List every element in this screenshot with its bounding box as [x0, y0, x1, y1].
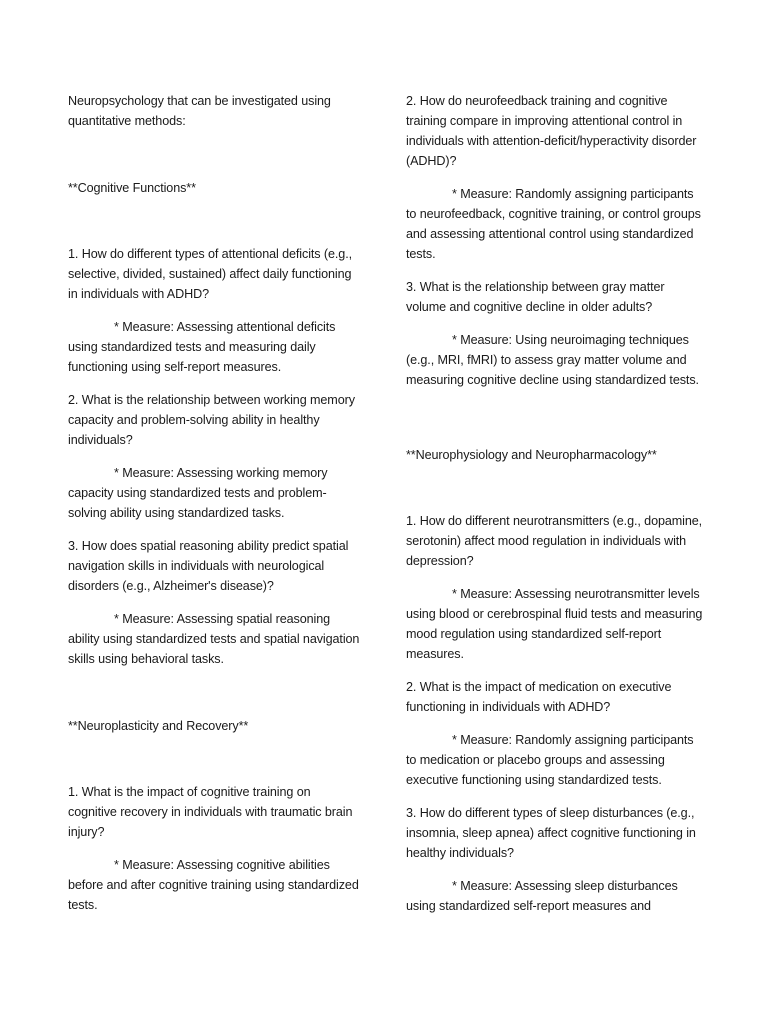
measure-paragraph: * Measure: Assessing working memory capacity using standardized tests and problem-solving ability using standardized tasks. — [68, 466, 328, 520]
question-paragraph: 3. How do different types of sleep disturbances (e.g., insomnia, sleep apnea) affect cognitive functioning in healthy individuals? — [406, 806, 696, 860]
question-paragraph: 3. How does spatial reasoning ability predict spatial navigation skills in individuals with neurological disorders (e.g., Alzheimer's disease)? — [68, 539, 349, 593]
measure-paragraph: * Measure: Assessing spatial reasoning ability using standardized tests and spatial navigation skills using behavioral tasks. — [68, 612, 360, 666]
measure-paragraph: * Measure: Randomly assigning participants to neurofeedback, cognitive training, or control groups and assessing attentional control using standardized tests. — [406, 187, 701, 261]
section-heading-neurophysiology: **Neurophysiology and Neuropharmacology** — [406, 448, 657, 462]
question-paragraph: 3. What is the relationship between gray matter volume and cognitive decline in older adults? — [406, 280, 665, 314]
question-paragraph: 2. How do neurofeedback training and cognitive training compare in improving attentional control in individuals with attention-deficit/hyperactivity disorder (ADHD)? — [406, 94, 697, 168]
question-paragraph: 2. What is the relationship between working memory capacity and problem-solving ability in healthy individuals? — [68, 393, 355, 447]
question-paragraph: 2. What is the impact of medication on executive functioning in individuals with ADHD? — [406, 680, 672, 714]
measure-paragraph: * Measure: Assessing attentional deficits using standardized tests and measuring daily functioning using self-report measures. — [68, 320, 336, 374]
question-paragraph: 1. What is the impact of cognitive training on cognitive recovery in individuals with traumatic brain injury? — [68, 785, 353, 839]
measure-paragraph: * Measure: Assessing neurotransmitter levels using blood or cerebrospinal fluid tests and measuring mood regulation using standardized self-report measures. — [406, 587, 703, 661]
section-heading-cognitive-functions: **Cognitive Functions** — [68, 181, 196, 195]
measure-paragraph: * Measure: Randomly assigning participants to medication or placebo groups and assessing executive functioning using standardized tests. — [406, 733, 694, 787]
right-column — [406, 91, 704, 929]
intro-paragraph: Neuropsychology that can be investigated using quantitative methods: — [68, 94, 331, 128]
measure-paragraph: * Measure: Assessing cognitive abilities before and after cognitive training using standardized tests. — [68, 858, 359, 912]
section-heading-neuroplasticity: **Neuroplasticity and Recovery** — [68, 719, 249, 733]
left-column — [68, 91, 360, 928]
question-paragraph: 1. How do different types of attentional deficits (e.g., selective, divided, sustained) affect daily functioning in individuals with ADHD? — [68, 247, 352, 301]
measure-paragraph: * Measure: Using neuroimaging techniques (e.g., MRI, fMRI) to assess gray matter volume and measuring cognitive decline using standardized tests. — [406, 333, 699, 387]
question-paragraph: 1. How do different neurotransmitters (e.g., dopamine, serotonin) affect mood regulation in individuals with depression? — [406, 514, 703, 568]
measure-paragraph: * Measure: Assessing sleep disturbances using standardized self-report measures and — [406, 879, 678, 913]
